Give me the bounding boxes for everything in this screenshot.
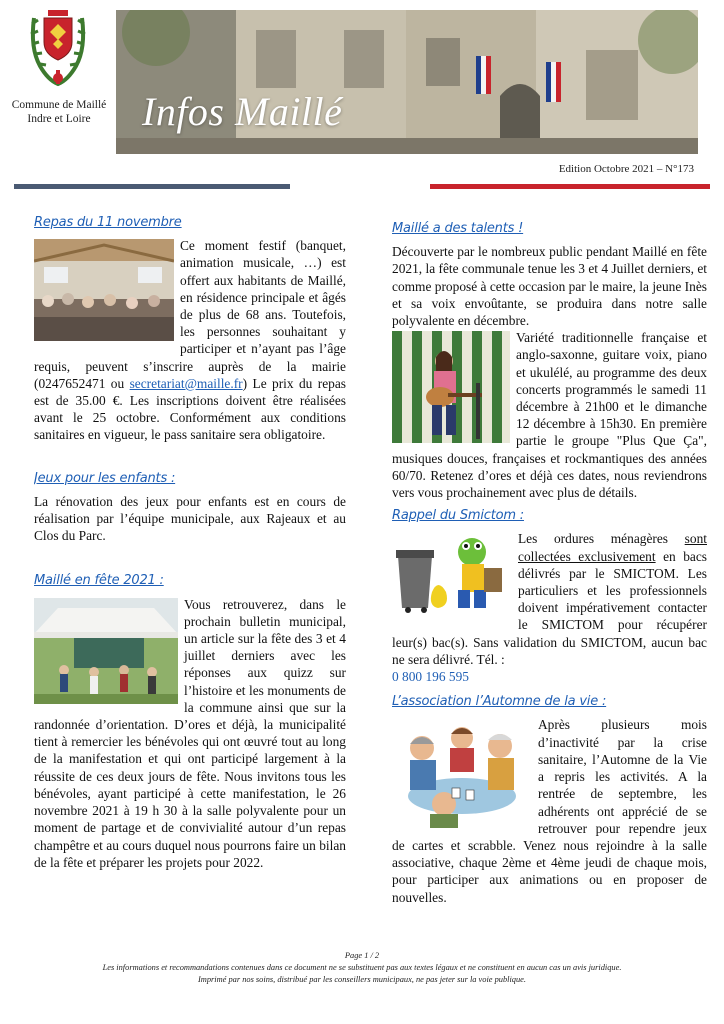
commune-line-1: Commune de Maillé (11, 99, 107, 111)
repas-text-c: ) (242, 375, 248, 391)
talents-text-a: Découverte par le nombreux public pendant Maillé en fête 2021, la fête communale tenue les 3 et 4 Juillet derniers, et comme proposé à cette occasion par le maire, la jeune Inès et sa voix envoûtante, se produira dans notre salle polyvalente en décembre. (392, 244, 707, 329)
jeux-text: La rénovation des jeux pour enfants est en cours de réalisation par l’équipe municipale, aux Rajeaux et au Clos du Parc. (34, 493, 346, 544)
fete-photo (34, 598, 178, 704)
card-players-illustration (392, 718, 532, 828)
page-footer (0, 950, 724, 986)
fete-text-b: D’ores et déjà, la municipalité tient à remercier les bénévoles qui ont œuvré tout au long de la manifestation et qui ont participé largement à la réussite de ces deux jours de fête. (34, 717, 346, 784)
header-rule-left (14, 184, 290, 189)
email-link[interactable]: secretariat@maille.fr (129, 375, 243, 391)
smictom-text-underline: sont collectées exclusivement (518, 531, 707, 564)
section-smictom (392, 507, 707, 685)
talents-text-c: Retenez d’ores et déjà ces dates, nous reviendrons vers vous prochainement avec plus de détails. (392, 467, 707, 501)
fete-text (34, 596, 346, 871)
smictom-text (392, 530, 707, 685)
talents-text-block (392, 329, 707, 501)
repas-text-b: Toutefois, les personnes souhaitant y participer et n’ayant pas l’âge requis, peuvent s’inscrire auprès de la mairie (0247652471 ou (34, 307, 346, 391)
section-jeux (34, 470, 346, 545)
section-repas (34, 214, 346, 444)
heading-fete: Maillé en fête 2021 : (34, 573, 164, 589)
footer-disclaimer: Les informations et recommandations contenues dans ce document ne se substituent pas aux textes légaux et ne constituent en aucun cas un avis juridique. (102, 963, 622, 972)
commune-line-2: Indre et Loire (27, 113, 91, 125)
heading-talents: Maillé a des talents ! (392, 221, 524, 236)
repas-text-a: Ce moment festif (banquet, animation musicale, …) est offert aux habitants de Maillé, en résidence principale et âgés de plus de 68 ans. (180, 238, 346, 323)
right-column (392, 220, 707, 906)
commune-name (6, 98, 112, 126)
section-automne (392, 693, 707, 905)
automne-text-a: Après plusieurs mois d’inactivité par la crise sanitaire, l’Automne de la Vie a repris les activités. (538, 717, 707, 785)
smictom-text-a: Les ordures ménagères (518, 531, 685, 547)
banquet-photo (34, 239, 174, 341)
fete-text-c: Nous invitons tous les bénévoles, ayant participé à cette manifestation, le 26 novembre 2021 à 19 h 30 à la salle polyvalente pour un moment de partage et de convivialité autour d’un repas champêtre et au cours duquel nous pourrons faire un bilan de la fête et préparer les projets pour 2022. (34, 768, 346, 870)
section-talents (392, 220, 707, 501)
heading-automne: L’association l’Automne de la vie : (392, 694, 607, 710)
repas-text-d: Le prix du repas est de 35.00 €. Les inscriptions doivent être réalisées avant le 25 octobre. Conformément aux conditions sanitaires en vigueur, le pass sanitaire sera obligatoire. (34, 375, 346, 443)
automne-text-b: A la rentrée de septembre, les adhérents ont apprécié de se retrouver pour rependre jeux de cartes et scrabble. (392, 769, 707, 853)
newsletter-title: Infos Maillé (142, 89, 343, 134)
header-banner-photo (116, 10, 698, 154)
automne-text-c: Venez nous rejoindre à la salle associative, chaque 2ème et 4ème jeudi de chaque mois, pour participer aux animations ou en proposer de nouvelles. (392, 837, 707, 905)
section-fete (34, 572, 346, 870)
left-column (34, 214, 346, 871)
smictom-mascot-illustration (392, 532, 508, 614)
page-number: Page 1 / 2 (344, 951, 380, 960)
heading-jeux: Jeux pour les enfants : (34, 470, 176, 486)
repas-text (34, 237, 346, 443)
footer-distribution: Imprimé par nos soins, distribué par les conseillers municipaux, ne pas jeter sur la voie publique. (198, 975, 526, 984)
heading-smictom: Rappel du Smictom : (392, 508, 524, 524)
fete-text-a: Vous retrouverez, dans le prochain bulletin municipal, un article sur la fête des 3 et 4 juillet derniers avec les réponses aux quizz sur l’histoire et les monuments de la commune ainsi que sur la randonnée d’orientation. (34, 596, 346, 733)
commune-crest-logo (26, 8, 90, 94)
smictom-phone[interactable]: 0 800 196 595 (392, 669, 469, 685)
edition-label: Edition Octobre 2021 – N°173 (558, 163, 694, 175)
heading-repas: Repas du 11 novembre (34, 215, 182, 230)
header-rule-right (430, 184, 710, 189)
talents-text-b: Variété traditionnelle française et anglo-saxonne, guitare voix, piano et ukulélé, au programme des deux concerts programmés le samedi 11 décembre à 21h00 et le dimanche 12 décembre à 15h30. En première partie le groupe "Plus Que Ça", musiques douces, françaises et rockmantiques des années 60/70. (392, 330, 707, 483)
smictom-text-b: en bacs délivrés par le SMICTOM. Les particuliers et les professionnels doivent impérativement contacter le SMICTOM pour récupérer leur(s) bac(s). Sans validation du SMICTOM, aucun bac ne sera délivré. Tél. : (392, 548, 707, 667)
automne-text (392, 716, 707, 905)
guitarist-photo (392, 331, 510, 443)
